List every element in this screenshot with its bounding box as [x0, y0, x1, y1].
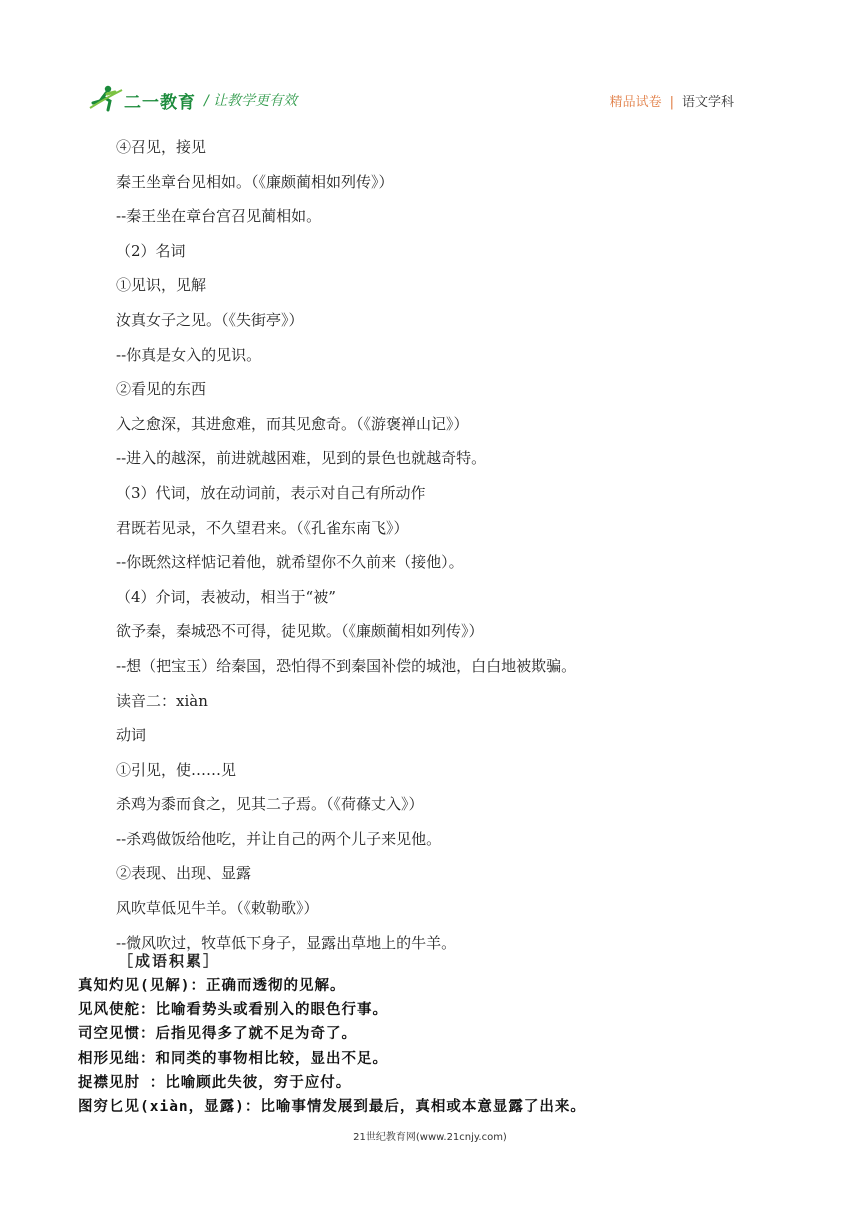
text-line: ④召见，接见 [116, 138, 207, 156]
text-line: ②表现、出现、显露 [116, 864, 252, 883]
tag-separator: | [669, 95, 674, 110]
runner-logo-icon [88, 84, 124, 114]
text-line: 入之愈深，其进愈难，而其见愈奇。（《游褒禅山记》） [116, 414, 469, 433]
tag-quality-paper: 精品试卷 [609, 95, 662, 110]
text-line: （2）名词 [116, 241, 186, 260]
text-line: --进入的越深，前进就越困难，见到的景色也就越奇特。 [116, 449, 487, 468]
text-line: 杀鸡为黍而食之，见其二子焉。（《荷蓧丈入》） [116, 795, 424, 814]
idiom-item: 图穷匕见(xiàn，显露)：比喻事情发展到最后，真相或本意显露了出来。 [78, 1098, 586, 1115]
text-line: （3）代词，放在动词前，表示对自己有所动作 [116, 483, 426, 502]
text-line: --微风吹过，牧草低下身子，显露出草地上的牛羊。 [116, 933, 457, 952]
idiom-item: 见风使舵：比喻看势头或看别入的眼色行事。 [78, 1002, 388, 1019]
idiom-section [78, 948, 798, 1119]
idiom-section-title: ［成语积累］ [118, 952, 221, 970]
text-line: 动词 [116, 726, 147, 745]
idiom-item: 真知灼见(见解)：正确而透彻的见解。 [78, 978, 346, 994]
text-line: 汝真女子之见。（《失街亭》） [116, 310, 304, 329]
idiom-item: 司空见惯：后指见得多了就不足为奇了。 [78, 1026, 357, 1043]
main-content [116, 130, 776, 960]
text-line: 秦王坐章台见相如。（《廉颇蔺相如列传》） [116, 172, 394, 191]
brand-slogan: / 让教学更有效 [204, 93, 298, 109]
text-line: 读音二：xiàn [116, 691, 208, 710]
tag-subject: 语文学科 [681, 95, 734, 110]
text-line: 君既若见录，不久望君来。（《孔雀东南飞》） [116, 518, 409, 537]
text-line: --想（把宝玉）给秦国，恐怕得不到秦国补偿的城池，白白地被欺骗。 [116, 656, 577, 675]
text-line: --你真是女入的见识。 [116, 345, 262, 364]
page-footer: 21世纪教育网(www.21cnjy.com) [353, 1132, 507, 1143]
idiom-item: 相形见绌：和同类的事物相比较，显出不足。 [78, 1050, 388, 1067]
brand-name: 二一教育 [124, 93, 196, 113]
text-line: --杀鸡做饭给他吃，并让自己的两个儿子来见他。 [116, 829, 442, 848]
idiom-item: 捉襟见肘 ：比喻顾此失彼，穷于应付。 [78, 1074, 352, 1091]
logo [88, 84, 328, 114]
text-line: --你既然这样惦记着他，就希望你不久前来（接他）。 [116, 553, 464, 572]
text-line: ①引见，使……见 [116, 760, 237, 779]
text-line: （4）介词，表被动，相当于“被” [116, 587, 336, 606]
text-line: ①见识，见解 [116, 276, 207, 295]
text-line: 风吹草低见牛羊。（《敕勒歌》） [116, 899, 319, 918]
text-line: 欲予秦，秦城恐不可得，徒见欺。（《廉颇蔺相如列传》） [116, 622, 484, 641]
text-line: ②看见的东西 [116, 380, 207, 399]
header-tags [610, 91, 734, 110]
page-header [0, 0, 860, 130]
text-line: --秦王坐在章台宫召见蔺相如。 [116, 207, 322, 226]
